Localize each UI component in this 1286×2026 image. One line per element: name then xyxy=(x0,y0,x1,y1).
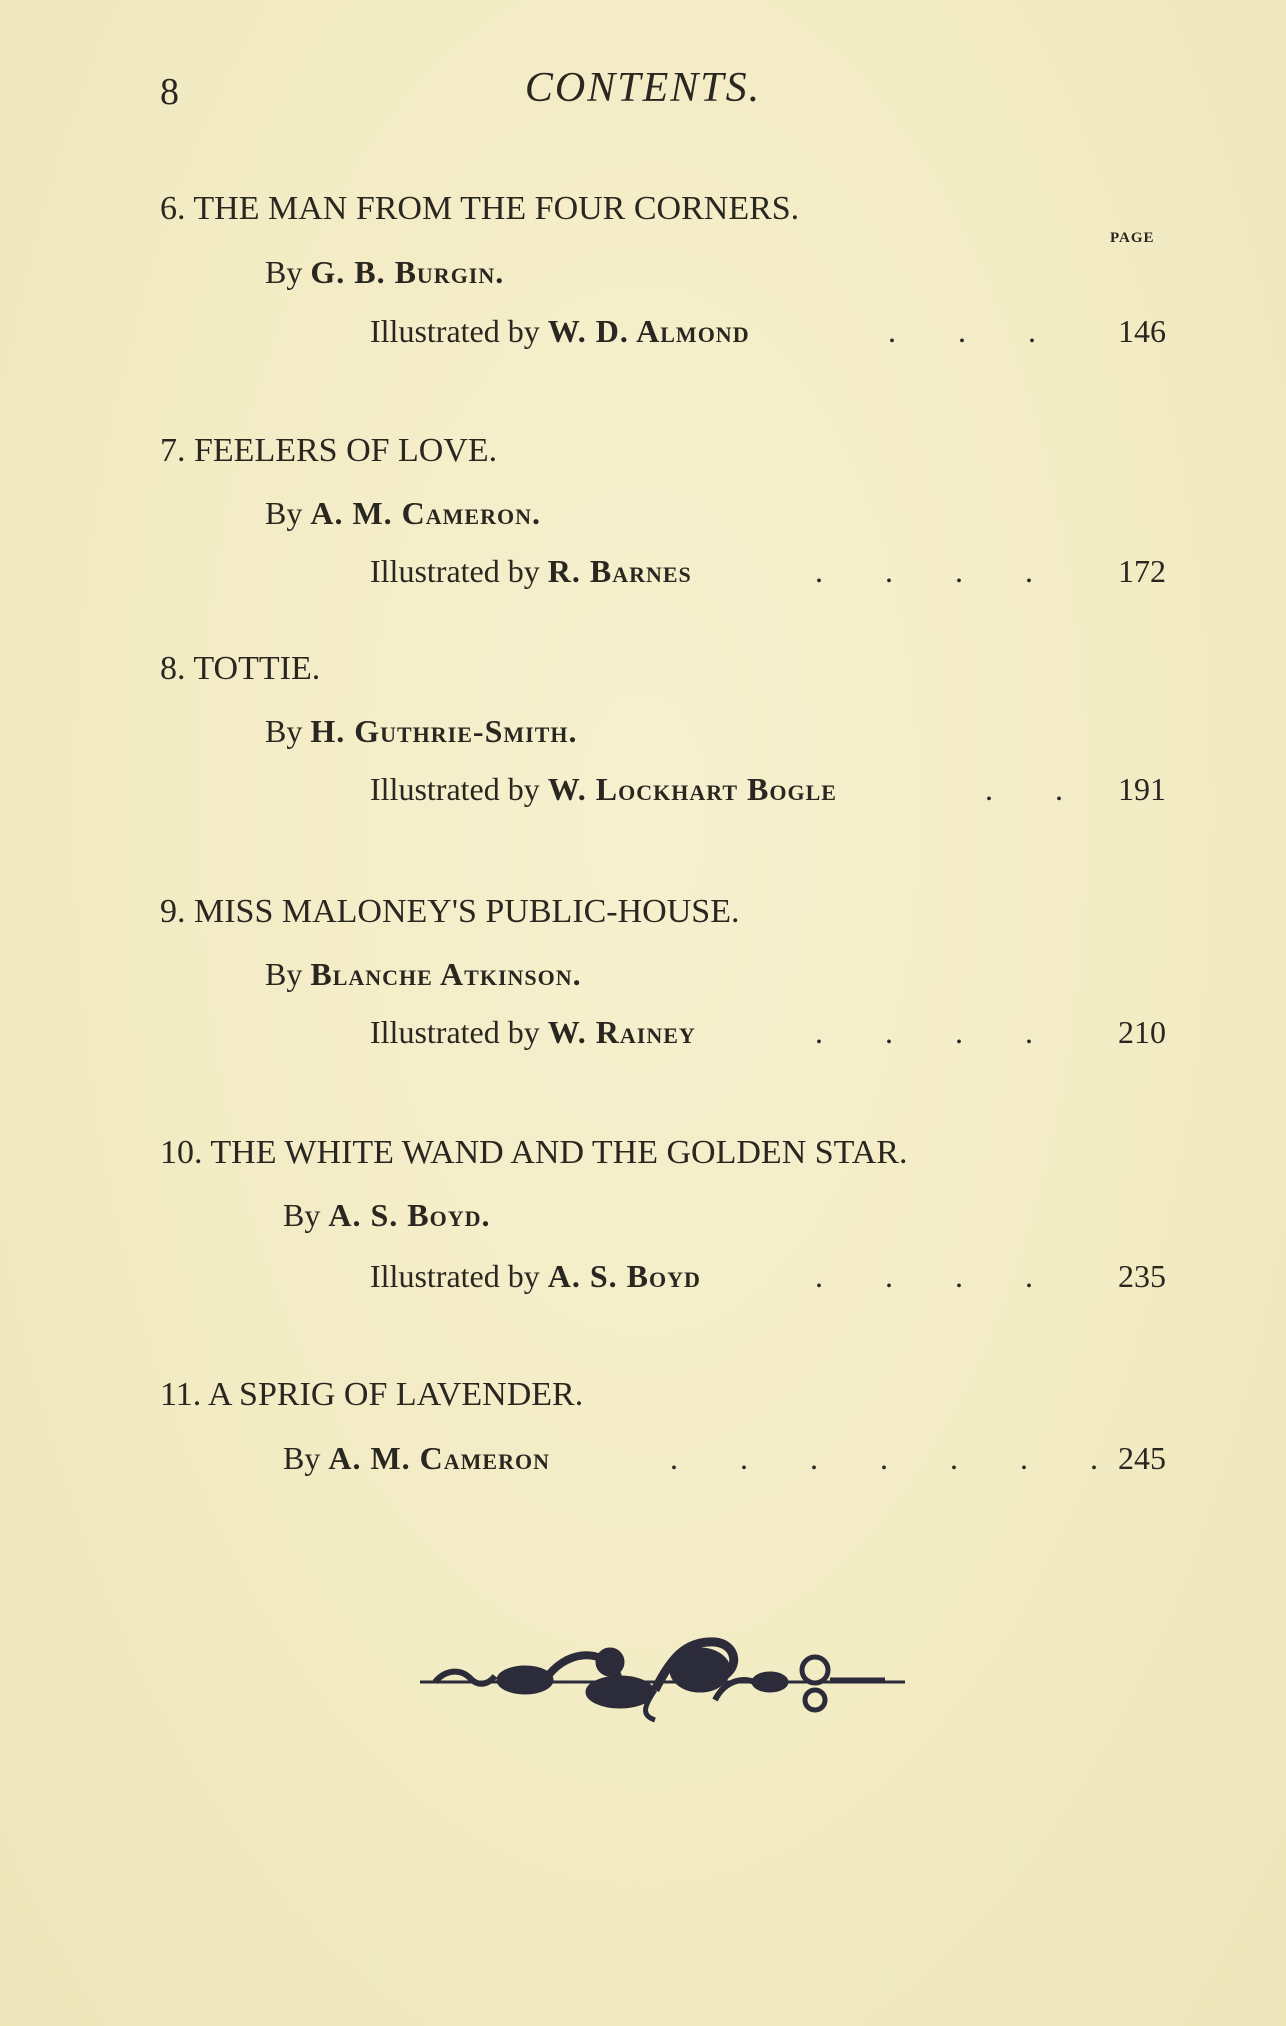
entry-title: THE WHITE WAND AND THE GOLDEN STAR. xyxy=(210,1134,908,1171)
entry-title-line xyxy=(160,432,497,470)
entry-title-line xyxy=(160,893,739,931)
dot-leader: . . . . xyxy=(815,1014,1060,1050)
illustrator-name: R. Barnes xyxy=(547,553,692,589)
author-name: A. S. Boyd. xyxy=(328,1197,491,1233)
entry-title: FEELERS OF LOVE. xyxy=(194,432,498,469)
illustrator-line xyxy=(370,313,750,350)
illustrator-line xyxy=(370,771,837,808)
entry-number: 8. xyxy=(160,650,186,687)
dot-leader: . . . xyxy=(888,313,1063,349)
illustrator-name: W. Rainey xyxy=(547,1014,696,1050)
entry-number: 6. xyxy=(160,190,186,227)
entry-title: THE MAN FROM THE FOUR CORNERS. xyxy=(193,190,800,227)
author-name: A. M. Cameron xyxy=(328,1440,550,1476)
entry-title-line xyxy=(160,650,320,688)
dot-leader: . . xyxy=(985,771,1090,807)
illustrated-by-prefix: Illustrated by xyxy=(370,313,540,349)
illustrator-line xyxy=(370,1014,696,1051)
page-ref: 172 xyxy=(1118,553,1166,589)
author-name: Blanche Atkinson. xyxy=(310,956,582,992)
entry-title: MISS MALONEY'S PUBLIC-HOUSE. xyxy=(194,893,740,930)
illustrator-line xyxy=(370,1258,701,1295)
dot-leader: . . . . xyxy=(815,1258,1060,1294)
illustrator-name: W. D. Almond xyxy=(547,313,750,349)
by-prefix: By xyxy=(283,1197,321,1233)
author-line xyxy=(265,713,578,750)
decorative-tailpiece-icon xyxy=(415,1620,915,1730)
entry-title-line xyxy=(160,1134,907,1172)
author-line xyxy=(265,956,582,993)
author-line xyxy=(265,254,504,291)
entry-number: 7. xyxy=(160,432,186,469)
illustrated-by-prefix: Illustrated by xyxy=(370,1258,540,1294)
author-line xyxy=(283,1197,490,1234)
illustrated-by-prefix: Illustrated by xyxy=(370,771,540,807)
illustrated-by-prefix: Illustrated by xyxy=(370,1014,540,1050)
page-ref: 191 xyxy=(1118,771,1166,807)
illustrator-name: W. Lockhart Bogle xyxy=(547,771,837,807)
dot-leader: . . . . . . . xyxy=(670,1440,1125,1476)
by-prefix: By xyxy=(265,254,303,290)
illustrator-line xyxy=(370,553,692,590)
author-name: A. M. Cameron. xyxy=(310,495,541,531)
entry-number: 11. xyxy=(160,1376,202,1413)
entry-number: 9. xyxy=(160,893,186,930)
page-number: 8 xyxy=(160,71,179,113)
entry-title: A SPRIG OF LAVENDER. xyxy=(207,1376,584,1413)
entry-title-line xyxy=(160,1376,583,1414)
by-prefix: By xyxy=(265,713,303,749)
page-ref: 146 xyxy=(1118,313,1166,349)
author-line xyxy=(265,495,541,532)
page-column-label: PAGE xyxy=(1110,230,1155,246)
entry-title: TOTTIE. xyxy=(193,650,321,687)
dot-leader: . . . . xyxy=(815,553,1060,589)
author-name: G. B. Burgin. xyxy=(310,254,505,290)
page-ref: 235 xyxy=(1118,1258,1166,1294)
author-name: H. Guthrie-Smith. xyxy=(310,713,578,749)
entry-title-line xyxy=(160,190,799,228)
page-title: CONTENTS. xyxy=(524,65,762,111)
by-prefix: By xyxy=(265,956,303,992)
illustrator-name: A. S. Boyd xyxy=(547,1258,701,1294)
page-ref: 210 xyxy=(1118,1014,1166,1050)
page-ref: 245 xyxy=(1118,1440,1166,1476)
entry-number: 10. xyxy=(160,1134,203,1171)
by-prefix: By xyxy=(283,1440,321,1476)
author-line xyxy=(283,1440,550,1477)
by-prefix: By xyxy=(265,495,303,531)
illustrated-by-prefix: Illustrated by xyxy=(370,553,540,589)
